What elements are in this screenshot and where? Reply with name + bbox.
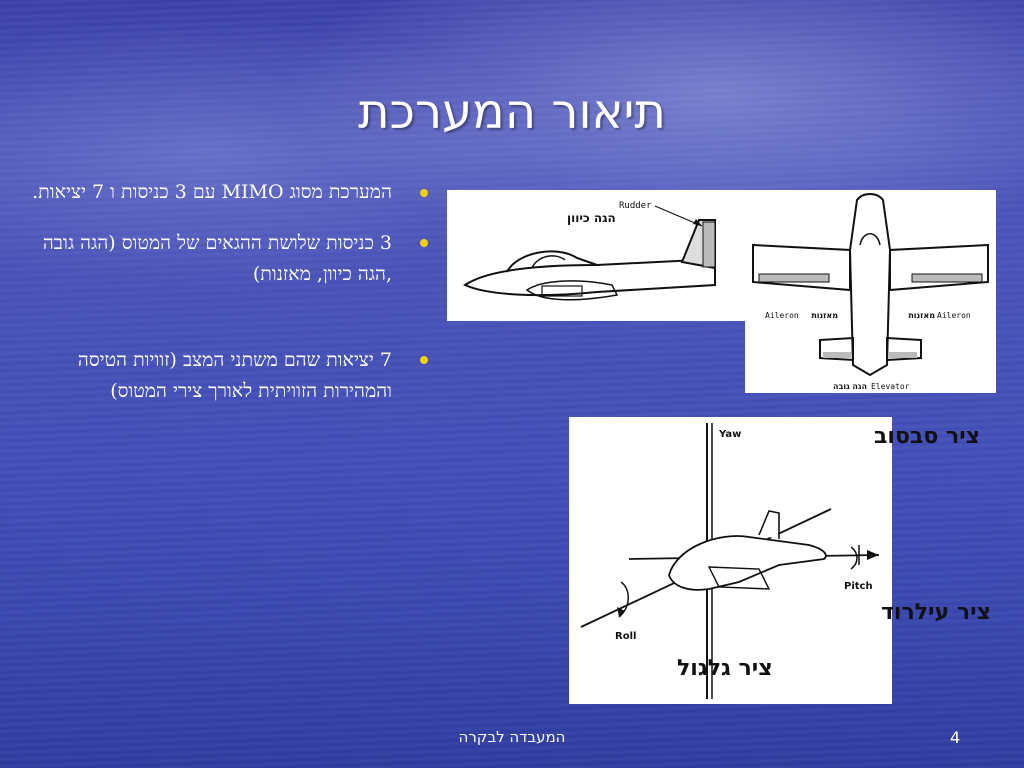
page-number: 4 <box>950 728 961 747</box>
bullet-text: 7 יציאות שהם משתני המצב (זוויות הטיסה והמהירות הזוויתית לאורך צירי המטוס) <box>77 349 392 402</box>
bullet-item <box>30 345 440 407</box>
bullet-item <box>30 178 440 206</box>
yaw-label-en: Yaw <box>719 429 742 440</box>
bullet-text: 3 כניסות שלושת ההגאים של המטוס (הגה גובה ,הגה כיוון, מאזנות) <box>42 232 392 285</box>
bullet-list <box>30 178 440 407</box>
side-view-figure <box>447 190 745 321</box>
top-view-figure <box>745 190 996 393</box>
aileron-right-en: Aileron <box>937 311 971 320</box>
side-view-aircraft-icon <box>447 190 745 321</box>
pitch-label-he: ציר עילרוד <box>881 600 991 625</box>
yaw-label-he: ציר סבסוב <box>874 424 981 449</box>
top-view-aircraft-icon <box>745 190 996 393</box>
bullet-dot-icon <box>420 239 428 247</box>
footer-center-text: המעבדה לבקרה <box>458 728 566 746</box>
aircraft-axes-icon <box>569 417 991 704</box>
rudder-label-en: Rudder <box>619 201 652 211</box>
slide-title: תיאור המערכת <box>358 84 666 140</box>
elevator-he: הגה גובה <box>832 382 867 391</box>
elevator-en: Elevator <box>871 382 910 391</box>
aileron-left-he: מאזנות <box>811 311 838 320</box>
aileron-left-en: Aileron <box>765 311 799 320</box>
axes-figure <box>569 417 991 704</box>
bullet-dot-icon <box>420 356 428 364</box>
bullet-text: המערכת מסוג MIMO עם 3 כניסות ו 7 יציאות. <box>32 181 392 203</box>
roll-label-en: Roll <box>615 631 637 642</box>
pitch-label-en: Pitch <box>844 581 873 592</box>
bullet-dot-icon <box>420 189 428 197</box>
aileron-right-he: מאזנות <box>908 311 935 320</box>
bullet-item <box>30 228 440 290</box>
roll-label-he: ציר גלגול <box>677 656 773 681</box>
rudder-label-he: הגה כיוון <box>567 211 616 225</box>
